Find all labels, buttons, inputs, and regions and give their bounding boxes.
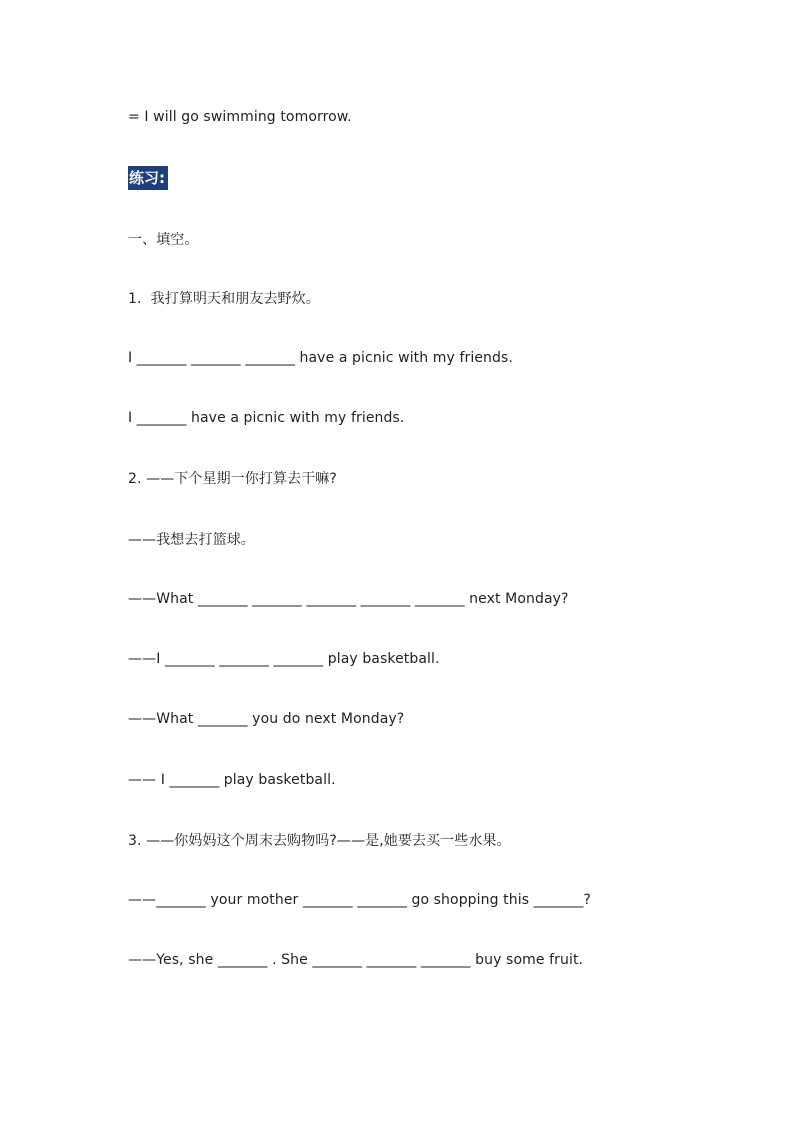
question-2-line-3: ——What _______ you do next Monday? [128,711,405,727]
question-2-line-1: ——What _______ _______ _______ _______ _______ next Monday? [128,591,569,607]
question-3-line-1: ——_______ your mother _______ _______ go shopping this _______? [128,892,591,908]
question-1-line-2: I _______ have a picnic with my friends. [128,410,405,426]
question-1-line-1: I _______ _______ _______ have a picnic with my friends. [128,350,513,366]
exercise-heading: 练习: [128,166,168,190]
question-3-prompt: 3. ——你妈妈这个周末去购物吗?——是,她要去买一些水果。 [128,833,511,849]
section-title: 一、填空。 [128,232,199,248]
question-2-line-4: —— I _______ play basketball. [128,772,336,788]
question-2-answer-cn: ——我想去打篮球。 [128,532,255,548]
question-2-line-2: ——I _______ _______ _______ play basketball. [128,651,440,667]
question-1-prompt: 1. 我打算明天和朋友去野炊。 [128,291,320,307]
intro-line: = I will go swimming tomorrow. [128,109,352,125]
question-3-line-2: ——Yes, she _______ . She _______ _______ _______ buy some fruit. [128,952,584,968]
question-2-prompt: 2. ——下个星期一你打算去干嘛? [128,471,337,487]
